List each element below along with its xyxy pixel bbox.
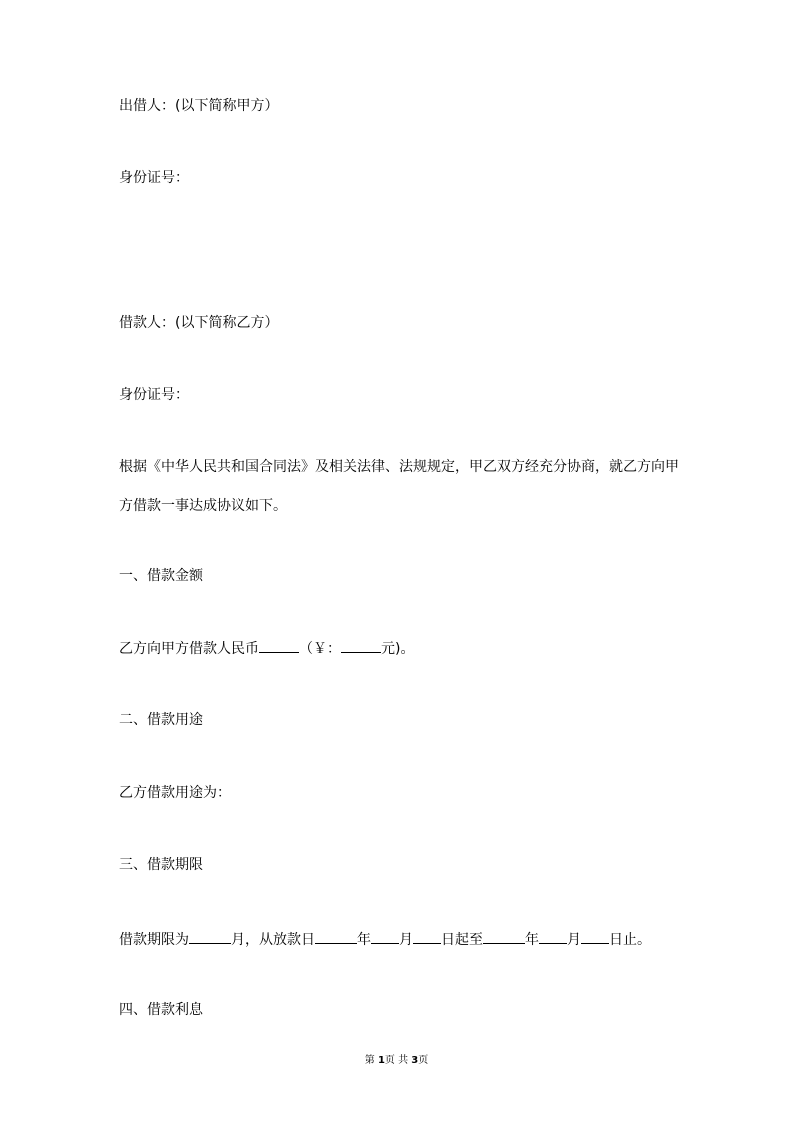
- amount-figure-blank: [341, 638, 381, 653]
- footer-prefix: 第: [364, 1055, 375, 1066]
- footer-suffix: 页: [418, 1055, 429, 1066]
- end-day-blank: [581, 929, 609, 944]
- preamble-line-2: 方借款一事达成协议如下。: [119, 498, 287, 514]
- preamble-line-1: 根据《中华人民共和国合同法》及相关法律、法规规定，甲乙双方经充分协商，就乙方向甲: [119, 459, 679, 475]
- term-text-g: 月: [567, 932, 581, 948]
- amount-text-a: 乙方向甲方借款人民币: [119, 641, 259, 657]
- term-text-c: 年: [357, 932, 371, 948]
- start-year-blank: [315, 929, 357, 944]
- borrower-id-label: 身份证号：: [119, 387, 189, 403]
- page-footer: [0, 1054, 793, 1068]
- term-line: [119, 929, 651, 950]
- term-text-b: 月，从放款日: [231, 932, 315, 948]
- start-month-blank: [371, 929, 399, 944]
- lender-label: 出借人：(以下简称甲方）: [119, 98, 279, 114]
- section-3-title: 三、借款期限: [119, 857, 203, 873]
- borrower-label: 借款人：(以下简称乙方）: [119, 315, 279, 331]
- term-text-f: 年: [525, 932, 539, 948]
- amount-line: [119, 638, 414, 659]
- purpose-text: 乙方借款用途为：: [119, 785, 231, 801]
- lender-id-label: 身份证号：: [119, 170, 189, 186]
- section-2-title: 二、借款用途: [119, 712, 203, 728]
- term-months-blank: [189, 929, 231, 944]
- start-day-blank: [413, 929, 441, 944]
- end-month-blank: [539, 929, 567, 944]
- amount-text-b: （￥：: [299, 641, 341, 657]
- footer-mid: 页 共: [384, 1055, 409, 1066]
- section-1-title: 一、借款金额: [119, 568, 203, 584]
- section-4-title: 四、借款利息: [119, 1002, 203, 1018]
- current-page-number: 1: [377, 1055, 385, 1066]
- term-text-e: 日起至: [441, 932, 483, 948]
- total-pages-number: 3: [411, 1055, 419, 1066]
- amount-blank: [259, 638, 299, 653]
- end-year-blank: [483, 929, 525, 944]
- amount-text-c: 元)。: [381, 641, 415, 657]
- term-text-a: 借款期限为: [119, 932, 189, 948]
- term-text-d: 月: [399, 932, 413, 948]
- term-text-h: 日止。: [609, 932, 651, 948]
